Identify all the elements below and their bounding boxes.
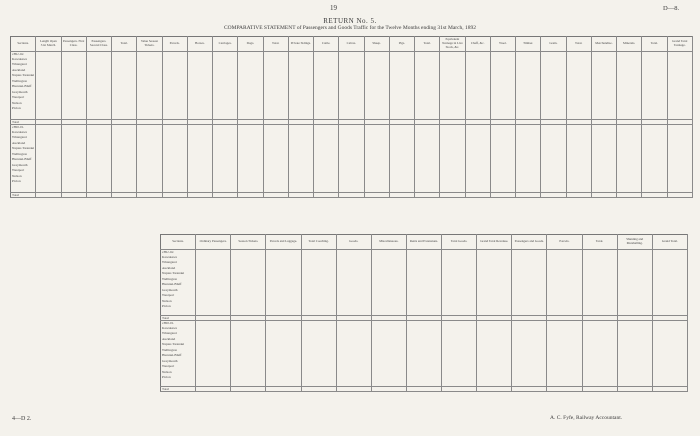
column-header: Sections. bbox=[11, 37, 36, 52]
spacer-cell bbox=[213, 111, 238, 119]
total-cell bbox=[196, 386, 231, 391]
spacer-cell bbox=[86, 111, 111, 119]
column-header: Grain. bbox=[541, 37, 566, 52]
spacer-cell bbox=[490, 184, 515, 192]
spacer-cell bbox=[389, 111, 414, 119]
total-cell bbox=[440, 192, 465, 197]
column-header: Total. bbox=[263, 37, 288, 52]
spacer-cell bbox=[642, 184, 667, 192]
spacer-cell bbox=[490, 111, 515, 119]
section-name: Wellington bbox=[161, 276, 196, 282]
total-cell bbox=[582, 386, 617, 391]
column-header: Merchandise. bbox=[591, 37, 616, 52]
total-cell bbox=[541, 192, 566, 197]
total-cell bbox=[61, 192, 86, 197]
column-header: Total. bbox=[642, 37, 667, 52]
spacer-cell bbox=[465, 184, 490, 192]
page-number: 19 bbox=[330, 4, 337, 12]
total-cell bbox=[137, 192, 162, 197]
revenue-table bbox=[160, 234, 688, 392]
spacer-cell bbox=[389, 184, 414, 192]
section-name: Westport bbox=[161, 364, 196, 370]
spacer-cell bbox=[667, 184, 693, 192]
total-cell bbox=[263, 192, 288, 197]
spacer-cell bbox=[440, 184, 465, 192]
spacer-cell bbox=[617, 111, 642, 119]
traffic-table bbox=[10, 36, 693, 198]
total-cell bbox=[112, 192, 137, 197]
column-header: Wool. bbox=[490, 37, 515, 52]
section-name: Westport bbox=[11, 95, 36, 101]
spacer-cell bbox=[137, 111, 162, 119]
column-header: Miscellaneous. bbox=[371, 235, 406, 250]
column-header: Total. bbox=[112, 37, 137, 52]
section-name: Picton bbox=[11, 179, 36, 185]
column-header: Total. bbox=[566, 37, 591, 52]
spacer-cell bbox=[364, 184, 389, 192]
column-header: Horses. bbox=[187, 37, 212, 52]
total-cell bbox=[162, 192, 187, 197]
spacer-cell bbox=[516, 111, 541, 119]
column-header: Sections. bbox=[161, 235, 196, 250]
spacer-cell bbox=[566, 111, 591, 119]
spacer-cell bbox=[112, 111, 137, 119]
total-label: Total bbox=[161, 315, 196, 320]
column-header: Chaff, &c. bbox=[465, 37, 490, 52]
spacer-cell bbox=[667, 111, 693, 119]
section-name: Whangarei bbox=[11, 135, 36, 141]
section-label: 1891-92. bbox=[161, 250, 196, 255]
total-cell bbox=[238, 192, 263, 197]
spacer-cell bbox=[288, 111, 313, 119]
spacer-cell bbox=[541, 111, 566, 119]
column-header: Calves. bbox=[339, 37, 364, 52]
total-cell bbox=[314, 192, 339, 197]
spacer-cell bbox=[642, 111, 667, 119]
spacer-cell bbox=[187, 184, 212, 192]
total-cell bbox=[652, 386, 687, 391]
total-cell bbox=[213, 192, 238, 197]
column-header: Parcels. bbox=[162, 37, 187, 52]
total-cell bbox=[187, 192, 212, 197]
spacer-cell bbox=[617, 184, 642, 192]
spacer-cell bbox=[213, 184, 238, 192]
spacer-cell bbox=[187, 111, 212, 119]
spacer-cell bbox=[36, 184, 61, 192]
section-name: Auckland bbox=[11, 140, 36, 146]
section-name: Auckland bbox=[11, 67, 36, 73]
total-cell bbox=[36, 192, 61, 197]
column-header: Equivalent Tonnage in Live Stock, &c. bbox=[440, 37, 465, 52]
total-cell bbox=[389, 192, 414, 197]
column-header: Value Season Tickets. bbox=[137, 37, 162, 52]
total-cell bbox=[288, 192, 313, 197]
column-header: Carriages. bbox=[213, 37, 238, 52]
column-header: Parcels and Luggage. bbox=[266, 235, 301, 250]
total-label: Total bbox=[11, 192, 36, 197]
column-header: Minerals. bbox=[617, 37, 642, 52]
footer-reference: 4—D 2. bbox=[12, 416, 32, 422]
section-name: Napier-Taranaki bbox=[12, 73, 35, 78]
column-header: Dogs. bbox=[238, 37, 263, 52]
section-name: Greymouth bbox=[11, 162, 36, 168]
total-cell bbox=[364, 192, 389, 197]
section-name: Hurunui-Bluff bbox=[161, 353, 196, 359]
section-name: Kawakawa bbox=[161, 254, 196, 260]
section-name: Nelson bbox=[161, 369, 196, 375]
total-cell bbox=[86, 192, 111, 197]
section-name: Nelson bbox=[161, 298, 196, 304]
section-name: Nelson bbox=[11, 100, 36, 106]
spacer-cell bbox=[364, 111, 389, 119]
spacer-cell bbox=[263, 184, 288, 192]
column-header: Grand Total Revenue. bbox=[477, 235, 512, 250]
column-header: Rents and Extensions. bbox=[406, 235, 441, 250]
total-cell bbox=[642, 192, 667, 197]
total-cell bbox=[547, 386, 582, 391]
spacer-cell bbox=[288, 184, 313, 192]
total-cell bbox=[301, 386, 336, 391]
section-name: Whangarei bbox=[161, 331, 196, 337]
total-cell bbox=[516, 192, 541, 197]
spacer-cell bbox=[591, 184, 616, 192]
section-name: Nelson bbox=[11, 173, 36, 179]
section-name: Whangarei bbox=[11, 62, 36, 68]
accountant-signature: A. C. Fyfe, Railway Accountant. bbox=[550, 415, 623, 421]
total-cell bbox=[490, 192, 515, 197]
total-cell bbox=[442, 386, 477, 391]
column-header: Grand Total. bbox=[652, 235, 687, 250]
column-header: Sheep. bbox=[364, 37, 389, 52]
spacer-cell bbox=[415, 184, 440, 192]
section-name: Picton bbox=[11, 106, 36, 112]
total-cell bbox=[406, 386, 441, 391]
section-name: Auckland bbox=[161, 265, 196, 271]
total-label: Total bbox=[11, 119, 36, 124]
spacer-cell bbox=[238, 111, 263, 119]
page-reference: D—8. bbox=[663, 5, 680, 12]
section-name: Napier-Taranaki bbox=[161, 342, 196, 348]
spacer-cell bbox=[541, 184, 566, 192]
column-header: Length Open 31st March. bbox=[36, 37, 61, 52]
spacer-cell bbox=[591, 111, 616, 119]
spacer-cell bbox=[11, 111, 36, 119]
spacer-cell bbox=[339, 184, 364, 192]
section-name: Whangarei bbox=[161, 260, 196, 266]
spacer-cell bbox=[263, 111, 288, 119]
spacer-cell bbox=[238, 184, 263, 192]
spacer-cell bbox=[36, 111, 61, 119]
column-header: Parcels. bbox=[547, 235, 582, 250]
section-name: Greymouth bbox=[11, 89, 36, 95]
spacer-cell bbox=[137, 184, 162, 192]
total-cell bbox=[617, 386, 652, 391]
total-label: Total bbox=[161, 386, 196, 391]
column-header: Passengers. Second Class. bbox=[86, 37, 111, 52]
total-cell bbox=[667, 192, 693, 197]
section-name: Westport bbox=[161, 293, 196, 299]
column-header: Grand Total Tonnage. bbox=[667, 37, 693, 52]
section-name: Wellington bbox=[161, 347, 196, 353]
total-cell bbox=[617, 192, 642, 197]
column-header: Passengers. First Class. bbox=[61, 37, 86, 52]
section-name: Picton bbox=[161, 375, 196, 381]
spacer-cell bbox=[314, 184, 339, 192]
column-header: Private Sidings. bbox=[288, 37, 313, 52]
section-name: Hurunui-Bluff bbox=[11, 157, 36, 163]
spacer-cell bbox=[339, 111, 364, 119]
spacer-cell bbox=[314, 111, 339, 119]
column-header: Passengers and Goods. bbox=[512, 235, 547, 250]
total-cell bbox=[591, 192, 616, 197]
total-cell bbox=[465, 192, 490, 197]
section-name: Greymouth bbox=[161, 358, 196, 364]
statement-subtitle: COMPARATIVE STATEMENT of Passengers and Goods Traffic for the Twelve Months ending 31st March, 1892 bbox=[223, 25, 477, 31]
total-cell bbox=[336, 386, 371, 391]
spacer-cell bbox=[415, 111, 440, 119]
section-label: 1890-91. bbox=[11, 124, 36, 129]
section-name: Napier-Taranaki bbox=[161, 271, 196, 277]
column-header: Timber. bbox=[516, 37, 541, 52]
spacer-cell bbox=[516, 184, 541, 192]
column-header: Goods. bbox=[336, 235, 371, 250]
section-name: Westport bbox=[11, 168, 36, 174]
section-label: 1890-91. bbox=[161, 320, 196, 325]
section-name: Hurunui-Bluff bbox=[161, 282, 196, 288]
spacer-cell bbox=[11, 184, 36, 192]
section-name: Napier-Taranaki bbox=[12, 146, 35, 151]
total-cell bbox=[477, 386, 512, 391]
spacer-cell bbox=[61, 184, 86, 192]
column-header: Cattle. bbox=[314, 37, 339, 52]
section-name: Auckland bbox=[161, 336, 196, 342]
spacer-cell bbox=[162, 184, 187, 192]
total-cell bbox=[231, 386, 266, 391]
spacer-cell bbox=[162, 111, 187, 119]
spacer-cell bbox=[465, 111, 490, 119]
column-header: Season Tickets. bbox=[231, 235, 266, 250]
return-title: RETURN No. 5. bbox=[323, 17, 377, 25]
column-header: Pigs. bbox=[389, 37, 414, 52]
section-name: Wellington bbox=[11, 78, 36, 84]
section-label: 1891-92. bbox=[11, 52, 36, 57]
total-cell bbox=[266, 386, 301, 391]
column-header: Ordinary Passengers. bbox=[196, 235, 231, 250]
spacer-cell bbox=[440, 111, 465, 119]
section-name: Wellington bbox=[11, 151, 36, 157]
column-header: Total Goods. bbox=[442, 235, 477, 250]
spacer-cell bbox=[112, 184, 137, 192]
section-name: Kawakawa bbox=[11, 129, 36, 135]
column-header: Shunting and Marshalling. bbox=[617, 235, 652, 250]
section-name: Kawakawa bbox=[11, 56, 36, 62]
section-name: Hurunui-Bluff bbox=[11, 84, 36, 90]
column-header: Total. bbox=[415, 37, 440, 52]
total-cell bbox=[512, 386, 547, 391]
section-name: Kawakawa bbox=[161, 325, 196, 331]
section-name: Greymouth bbox=[161, 287, 196, 293]
spacer-cell bbox=[566, 184, 591, 192]
total-cell bbox=[415, 192, 440, 197]
total-cell bbox=[339, 192, 364, 197]
spacer-cell bbox=[61, 111, 86, 119]
section-name: Picton bbox=[161, 304, 196, 310]
column-header: Total Coaching. bbox=[301, 235, 336, 250]
total-cell bbox=[371, 386, 406, 391]
total-cell bbox=[566, 192, 591, 197]
spacer-cell bbox=[86, 184, 111, 192]
column-header: Total. bbox=[582, 235, 617, 250]
